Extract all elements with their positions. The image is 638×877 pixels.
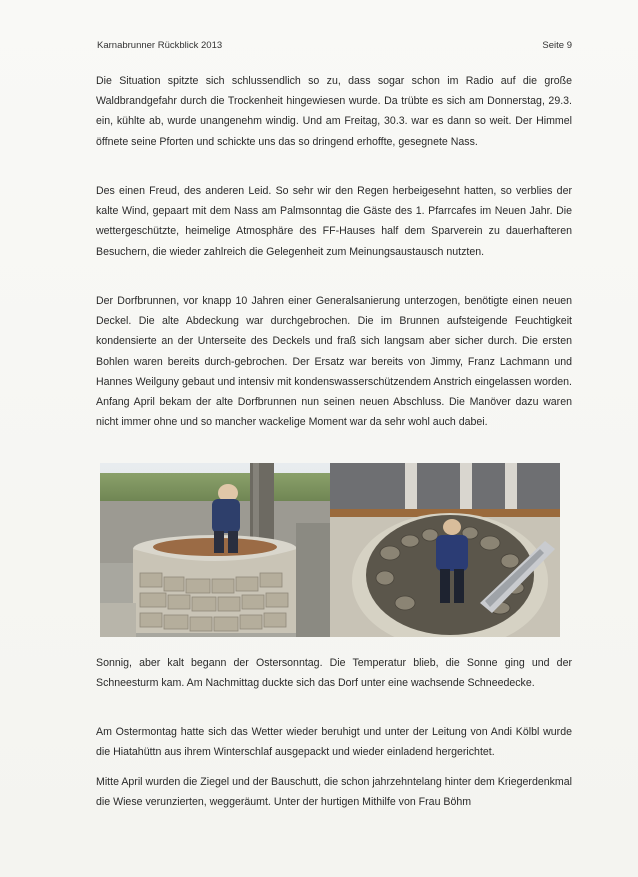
page-number: Seite 9 <box>542 40 572 51</box>
paragraph-5: Am Ostermontag hatte sich das Wetter wieder beruhigt und unter der Leitung von Andi Kölbl wurde die Hiatahüttn aus ihrem Winterschlaf ausgepackt und wieder einladend hergerichtet. <box>96 726 572 759</box>
photo-man-inside-well <box>330 463 560 637</box>
paragraph-1: Die Situation spitzte sich schlussendlich so zu, dass sogar schon im Radio auf die große Waldbrandgefahr durch die Trockenheit hingewiesen wurde. Da trübte es sich am Donnerstag, 29.3. ein, kühlte ab, wurde unangenehm windig. Und am Freitag, 30.3. war es dann so weit. Der Himmel öffnete seine Pforten und schickte uns das so dringend erhoffte, gesegnete Nass. <box>96 75 572 148</box>
header-title: Karnabrunner Rückblick 2013 <box>97 40 223 51</box>
photo-well-cover-installation <box>100 463 330 637</box>
paragraph-4: Sonnig, aber kalt begann der Ostersonntag. Die Temperatur blieb, die Sonne ging und der Schneesturm kam. Am Nachmittag duckte sich das Dorf unter eine wachsende Schneedecke. <box>96 657 572 690</box>
paragraph-6: Mitte April wurden die Ziegel und der Bauschutt, die schon jahrzehntelang hinter dem Kriegerdenkmal die Wiese verunzierten, weggeräumt. Unter der hurtigen Mithilfe von Frau Böhm <box>96 776 572 809</box>
photo-row <box>100 463 560 637</box>
paragraph-2: Des einen Freud, des anderen Leid. So sehr wir den Regen herbeigesehnt hatten, so verblies der kalte Wind, gepaart mit dem Nass am Palmsonntag die Gäste des 1. Pfarrcafes im Neuen Jahr. Die wettergeschützte, heimelige Atmosphäre des FF-Hauses half dem Sparverein zu dauerhafteren Besuchern, die wieder zahlreich die Gelegenheit zum Meinungsaustausch nutzten. <box>96 185 572 258</box>
paragraph-3: Der Dorfbrunnen, vor knapp 10 Jahren einer Generalsanierung unterzogen, benötigte einen neuen Deckel. Die alte Abdeckung war durchgebrochen. Die im Brunnen aufsteigende Feuchtigkeit kondensierte an der Unterseite des Deckels und fraß sich langsam aber sicher durch. Die ersten Bohlen waren bereits durch-gebrochen. Der Ersatz war bereits von Jimmy, Franz Lachmann und Hannes Weilguny gebaut und intensiv mit kondenswasserschützendem Anstrich eingelassen worden. Anfang April bekam der alte Dorfbrunnen nun seinen neuen Abschluss. Die Manöver dazu waren nicht immer ohne und so mancher wackelige Moment war da sehr wohl auch dabei. <box>96 295 572 429</box>
